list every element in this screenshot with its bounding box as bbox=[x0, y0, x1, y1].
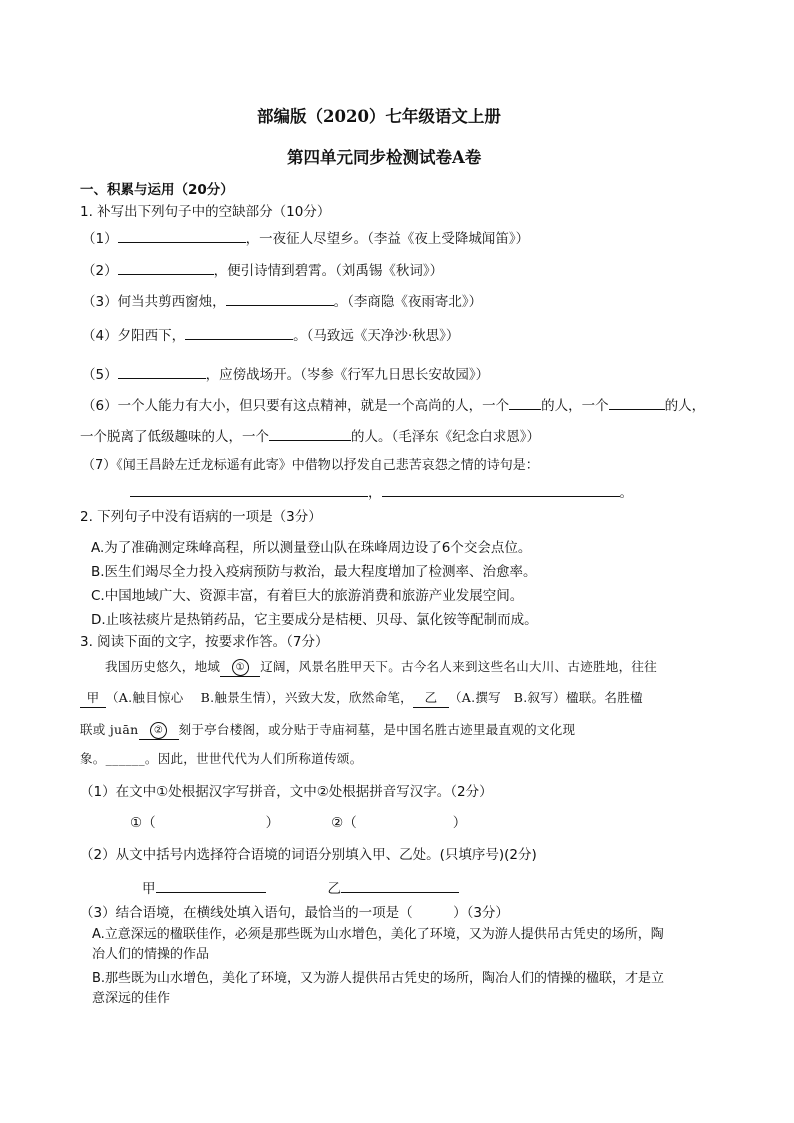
document-title: 部编版（2020）七年级语文上册 bbox=[257, 107, 501, 126]
q1-item-7-sep: ， bbox=[368, 485, 382, 501]
q3-sub1-b-close: ） bbox=[452, 815, 467, 831]
passage-blank-2[interactable] bbox=[139, 721, 179, 740]
q1-item-6-b: 的人，一个 bbox=[541, 398, 609, 414]
q3-passage-line3 bbox=[80, 721, 575, 740]
marker-1: ① bbox=[232, 659, 249, 676]
q3-sub3-option-b-line2: 意深远的佳作 bbox=[92, 991, 171, 1006]
q3-sub1-a-close: ） bbox=[265, 815, 280, 831]
q2-stem: 2. 下列句子中没有语病的一项是（3分） bbox=[80, 509, 322, 525]
q1-item-2-tail: ，便引诗情到碧霄。（刘禹锡《秋词》） bbox=[213, 263, 444, 279]
q3-passage-text: 刻于亭台楼阁，或分贴于寺庙祠墓，是中国名胜古迹里最直观的文化现 bbox=[178, 722, 576, 737]
q1-item-6-e: 的人。（毛泽东《纪念白求恩》） bbox=[351, 429, 540, 445]
answer-blank[interactable] bbox=[609, 395, 665, 410]
q3-sub2: （2）从文中括号内选择符合语境的词语分别填入甲、乙处。(只填序号)(2分) bbox=[80, 847, 537, 863]
answer-blank[interactable] bbox=[130, 482, 368, 497]
answer-blank[interactable] bbox=[509, 395, 541, 410]
q3-passage-text: （A.触目惊心 B.触景生情），兴致大发，欣然命笔， bbox=[106, 690, 413, 705]
q1-item-4 bbox=[82, 325, 459, 345]
q1-item-7-end: 。 bbox=[619, 485, 633, 501]
q1-item-7-blanks bbox=[130, 482, 633, 502]
q1-item-5-num: （5） bbox=[82, 367, 118, 383]
marker-2: ② bbox=[150, 722, 167, 739]
q2-option-b: B.医生们竭尽全力投入疫病预防与救治，最大程度增加了检测率、治愈率。 bbox=[91, 564, 537, 580]
q3-sub3: （3）结合语境，在横线处填入语句，最恰当的一项是（ ）（3分） bbox=[80, 905, 509, 921]
q1-item-2-num: （2） bbox=[82, 263, 118, 279]
document-subtitle: 第四单元同步检测试卷A卷 bbox=[287, 148, 482, 167]
q1-item-4-head: （4）夕阳西下， bbox=[82, 328, 186, 344]
q1-item-7: （7）《闻王昌龄左迁龙标遥有此寄》中借物以抒发自己悲苦哀怨之情的诗句是： bbox=[82, 458, 539, 473]
q3-sub3-option-b-line1: B.那些既为山水增色，美化了环境，又为游人提供吊古凭史的场所，陶冶人们的情操的楹联，才是立 bbox=[92, 971, 665, 986]
q2-option-d: D.止咳祛痰片是热销药品，它主要成分是桔梗、贝母、氯化铵等配制而成。 bbox=[91, 612, 538, 628]
answer-blank[interactable] bbox=[118, 228, 246, 243]
answer-blank[interactable] bbox=[156, 878, 266, 893]
q3-passage-text: （A.撰写 B.叙写）楹联。名胜楹 bbox=[448, 690, 643, 705]
q3-sub3-option-a-line2: 冶人们的情操的作品 bbox=[92, 947, 210, 962]
q1-item-6-line2 bbox=[80, 426, 540, 446]
q1-item-3 bbox=[82, 291, 482, 311]
q3-sub2-yi: 乙 bbox=[327, 881, 341, 897]
q1-item-1 bbox=[82, 228, 529, 248]
answer-blank[interactable] bbox=[269, 426, 351, 441]
q1-item-3-tail: 。（李商隐《夜雨寄北》） bbox=[333, 294, 483, 310]
blank-yi[interactable] bbox=[413, 689, 449, 708]
answer-blank[interactable] bbox=[118, 260, 214, 275]
q3-sub2-jia: 甲 bbox=[142, 881, 156, 897]
q1-item-2 bbox=[82, 260, 443, 280]
q3-passage-text: 我国历史悠久，地域 bbox=[105, 659, 221, 674]
q2-option-c: C.中国地域广大、资源丰富，有着巨大的旅游消费和旅游产业发展空间。 bbox=[91, 588, 524, 604]
q1-item-1-tail: ，一夜征人尽望乡。（李益《夜上受降城闻笛》） bbox=[245, 231, 530, 247]
q1-item-5 bbox=[82, 364, 489, 384]
q1-stem: 1. 补写出下列句子中的空缺部分（10分） bbox=[80, 204, 331, 220]
q3-sub1-b-open: ②（ bbox=[331, 815, 357, 831]
q3-passage-line4: 象。______。因此，世世代代为人们所称道传颂。 bbox=[80, 751, 363, 766]
q3-sub1: （1）在文中①处根据汉字写拼音，文中②处根据拼音写汉字。（2分） bbox=[80, 784, 493, 800]
q3-stem: 3. 阅读下面的文字，按要求作答。（7分） bbox=[80, 634, 329, 650]
q1-item-5-tail: ，应傍战场开。（岑参《行军九日思长安故园》） bbox=[205, 367, 490, 383]
blank-jia[interactable] bbox=[80, 689, 106, 708]
q1-item-3-head: （3）何当共剪西窗烛， bbox=[82, 294, 226, 310]
q3-passage-line1 bbox=[105, 658, 657, 677]
answer-blank[interactable] bbox=[118, 364, 206, 379]
q3-sub1-a-open: ①（ bbox=[130, 815, 156, 831]
label-yi: 乙 bbox=[424, 690, 438, 705]
q3-sub2-answers bbox=[142, 878, 459, 898]
q1-item-6-d: 一个脱离了低级趣味的人，一个 bbox=[80, 429, 269, 445]
q1-item-6-a: （6）一个人能力有大小，但只要有这点精神，就是一个高尚的人，一个 bbox=[82, 398, 510, 414]
label-jia: 甲 bbox=[86, 690, 100, 705]
q1-item-1-num: （1） bbox=[82, 231, 118, 247]
answer-blank[interactable] bbox=[226, 291, 334, 306]
q1-item-4-tail: 。（马致远《天净沙·秋思》） bbox=[293, 328, 460, 344]
q3-sub1-answers bbox=[130, 814, 466, 832]
q3-passage-line2 bbox=[80, 689, 643, 708]
answer-blank[interactable] bbox=[185, 325, 293, 340]
q3-passage-text: 联或 juān bbox=[80, 722, 139, 737]
answer-blank[interactable] bbox=[382, 482, 620, 497]
q3-sub3-option-a-line1: A.立意深远的楹联佳作，必须是那些既为山水增色，美化了环境，又为游人提供吊古凭史的场所，陶 bbox=[92, 927, 664, 942]
q2-option-a: A.为了准确测定珠峰高程，所以测量登山队在珠峰周边设了6个交会点位。 bbox=[91, 540, 532, 556]
q3-passage-text: 辽阔，风景名胜甲天下。古今名人来到这些名山大川、古迹胜地，往往 bbox=[260, 659, 658, 674]
answer-blank[interactable] bbox=[341, 878, 459, 893]
q1-item-6-line1 bbox=[82, 395, 705, 415]
section-heading: 一、积累与运用（20分） bbox=[80, 182, 234, 198]
q1-item-6-c: 的人， bbox=[664, 398, 706, 414]
passage-blank-1[interactable] bbox=[220, 658, 260, 677]
